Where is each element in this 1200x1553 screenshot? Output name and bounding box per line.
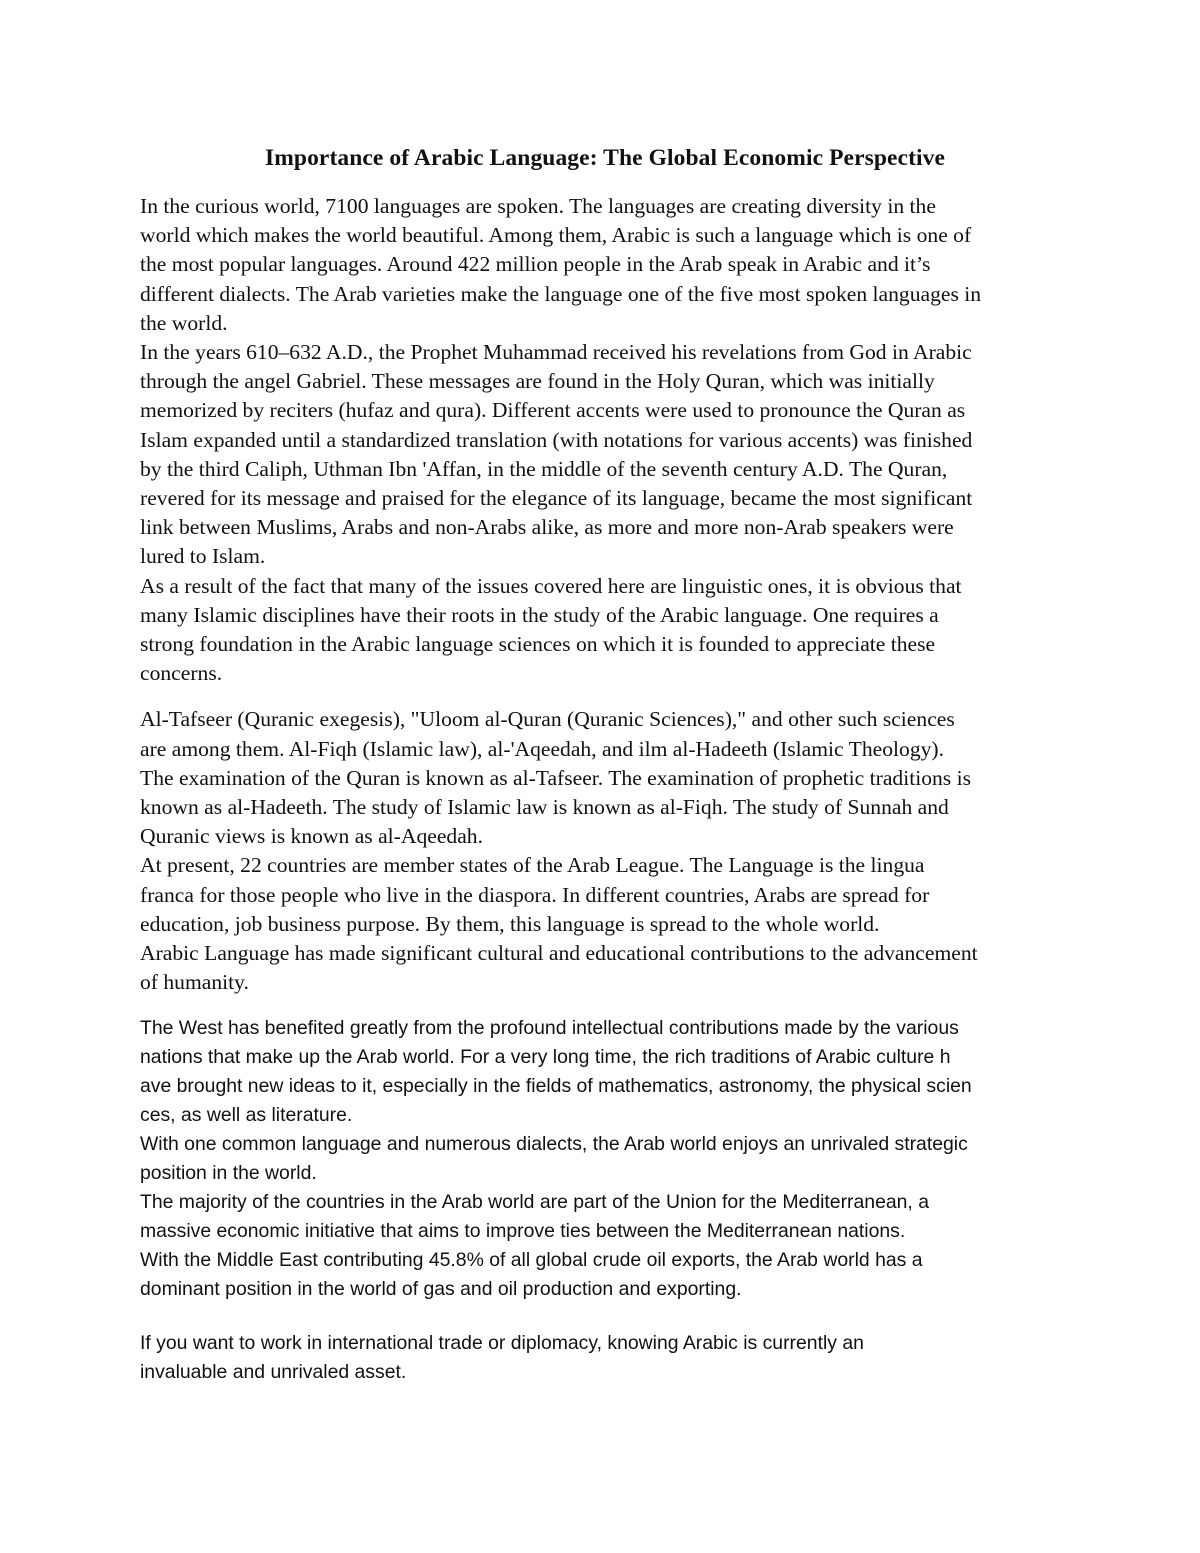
text-line: link between Muslims, Arabs and non-Arabs alike, as more and more non-Arab speakers were — [140, 515, 954, 540]
text-line: strong foundation in the Arabic language sciences on which it is founded to appreciate these — [140, 632, 936, 657]
text-line: ave brought new ideas to it, especially in the fields of mathematics, astronomy, the physical scien — [140, 1075, 972, 1098]
serif-section — [140, 192, 1070, 997]
paragraph-contributions — [140, 939, 1070, 997]
paragraph-strategic-position — [140, 1130, 1070, 1188]
text-line: Quranic views is known as al-Aqeedah. — [140, 824, 484, 849]
text-line: The examination of the Quran is known as al-Tafseer. The examination of prophetic traditions is — [140, 765, 972, 790]
document-title: Importance of Arabic Language: The Global Economic Perspective — [264, 145, 946, 171]
paragraph-languages-diversity — [140, 192, 1070, 338]
text-line: lured to Islam. — [140, 544, 266, 569]
text-line: As a result of the fact that many of the issues covered here are linguistic ones, it is obvious that — [140, 573, 962, 598]
paragraph-islamic-sciences — [140, 705, 1070, 851]
text-line: world which makes the world beautiful. Among them, Arabic is such a language which is one of — [140, 223, 972, 248]
text-line: by the third Caliph, Uthman Ibn 'Affan, in the middle of the seventh century A.D. The Quran, — [140, 456, 948, 481]
text-line: nations that make up the Arab world. For a very long time, the rich traditions of Arabic culture h — [140, 1046, 951, 1069]
text-line: Islam expanded until a standardized translation (with notations for various accents) was finished — [140, 427, 973, 452]
text-line: concerns. — [140, 661, 223, 686]
paragraph-spacer — [140, 1304, 1070, 1329]
text-line: In the curious world, 7100 languages are spoken. The languages are creating diversity in the — [140, 194, 936, 218]
text-line: invaluable and unrivaled asset. — [140, 1361, 407, 1384]
paragraph-oil-exports — [140, 1246, 1070, 1304]
text-line: The majority of the countries in the Arab world are part of the Union for the Mediterranean, a — [140, 1191, 929, 1214]
paragraph-west-benefits — [140, 1014, 1070, 1130]
paragraph-spacer — [140, 688, 1070, 705]
text-line: education, job business purpose. By them, this language is spread to the whole world. — [140, 911, 880, 936]
text-line: ces, as well as literature. — [140, 1104, 353, 1127]
text-line: known as al-Hadeeth. The study of Islamic law is known as al-Fiqh. The study of Sunnah and — [140, 795, 949, 820]
text-line: many Islamic disciplines have their roots in the study of the Arabic language. One requires a — [140, 602, 939, 627]
text-line: The West has benefited greatly from the profound intellectual contributions made by the various — [140, 1017, 959, 1040]
text-line: In the years 610–632 A.D., the Prophet Muhammad received his revelations from God in Arabic — [140, 340, 972, 365]
text-line: of humanity. — [140, 970, 249, 995]
text-line: the most popular languages. Around 422 million people in the Arab speak in Arabic and it’s — [140, 252, 931, 277]
paragraph-mediterranean-union — [140, 1188, 1070, 1246]
text-line: memorized by reciters (hufaz and qura). Different accents were used to pronounce the Quran as — [140, 398, 966, 423]
section-spacer — [140, 997, 1070, 1014]
paragraph-trade-diplomacy — [140, 1329, 1070, 1387]
paragraph-linguistic-roots — [140, 572, 1070, 689]
text-line: With one common language and numerous dialects, the Arab world enjoys an unrivaled strategic — [140, 1133, 968, 1156]
sans-section — [140, 1014, 1070, 1387]
text-line: franca for those people who live in the diaspora. In different countries, Arabs are spread for — [140, 882, 930, 907]
text-line: massive economic initiative that aims to improve ties between the Mediterranean nations. — [140, 1220, 906, 1243]
text-line: At present, 22 countries are member states of the Arab League. The Language is the lingua — [140, 853, 925, 878]
text-line: Al-Tafseer (Quranic exegesis), "Uloom al-Quran (Quranic Sciences)," and other such sciences — [140, 707, 955, 732]
text-line: revered for its message and praised for the elegance of its language, became the most significant — [140, 486, 973, 511]
text-line: different dialects. The Arab varieties make the language one of the five most spoken languages in — [140, 281, 982, 306]
text-line: through the angel Gabriel. These messages are found in the Holy Quran, which was initially — [140, 369, 935, 394]
text-line: dominant position in the world of gas and oil production and exporting. — [140, 1278, 742, 1301]
text-line: Arabic Language has made significant cultural and educational contributions to the advancement — [140, 941, 978, 966]
document-page — [140, 140, 1070, 1387]
text-line: the world. — [140, 310, 228, 335]
text-line: position in the world. — [140, 1162, 317, 1185]
paragraph-quran-history — [140, 338, 1070, 572]
text-line: If you want to work in international trade or diplomacy, knowing Arabic is currently an — [140, 1332, 864, 1355]
text-line: are among them. Al-Fiqh (Islamic law), al-'Aqeedah, and ilm al-Hadeeth (Islamic Theology). — [140, 736, 944, 761]
paragraph-arab-league — [140, 851, 1070, 939]
text-line: With the Middle East contributing 45.8% of all global crude oil exports, the Arab world has a — [140, 1249, 923, 1272]
